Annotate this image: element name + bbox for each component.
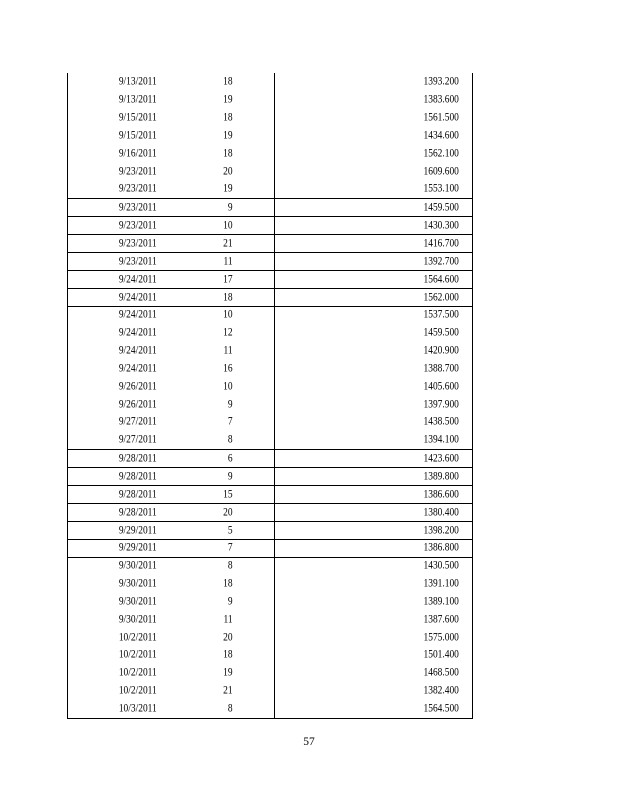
date-cell: 9/24/2011	[118, 361, 157, 374]
date-cell: 9/24/2011	[118, 326, 157, 339]
table-row	[68, 449, 472, 467]
table-row	[68, 521, 472, 539]
count-cell: 20	[223, 630, 233, 643]
date-cell: 9/15/2011	[118, 111, 157, 124]
table-row	[68, 109, 472, 127]
table-row	[68, 216, 472, 234]
table-row	[68, 324, 472, 342]
value-cell: 1438.500	[423, 415, 459, 428]
date-cell: 9/29/2011	[118, 541, 157, 554]
table-row	[68, 414, 472, 432]
count-cell: 8	[227, 433, 233, 446]
value-cell: 1405.600	[423, 379, 459, 392]
table-row	[68, 127, 472, 145]
count-cell: 9	[227, 469, 233, 482]
value-cell: 1459.500	[423, 326, 459, 339]
date-cell: 9/24/2011	[118, 290, 157, 303]
count-cell: 19	[223, 93, 233, 106]
count-cell: 18	[223, 75, 233, 88]
table-row	[68, 378, 472, 396]
date-cell: 9/24/2011	[118, 344, 157, 357]
count-cell: 6	[227, 452, 233, 465]
count-cell: 11	[223, 612, 233, 625]
count-cell: 18	[223, 111, 233, 124]
count-cell: 20	[223, 505, 233, 518]
value-cell: 1387.600	[423, 612, 459, 625]
date-cell: 9/24/2011	[118, 308, 157, 321]
table-row	[68, 647, 472, 665]
date-cell: 9/28/2011	[118, 469, 157, 482]
value-cell: 1430.500	[423, 559, 459, 572]
table-row	[68, 181, 472, 199]
count-cell: 19	[223, 666, 233, 679]
count-cell: 20	[223, 164, 233, 177]
table-row	[68, 431, 472, 449]
page-number: 57	[303, 736, 315, 748]
count-cell: 18	[223, 146, 233, 159]
count-cell: 21	[223, 237, 233, 249]
table-row	[68, 234, 472, 252]
count-cell: 21	[223, 684, 233, 697]
date-cell: 10/3/2011	[118, 702, 157, 715]
data-table	[67, 73, 473, 719]
table-row	[68, 145, 472, 163]
column-divider	[274, 73, 275, 718]
table-row	[68, 682, 472, 700]
table-row	[68, 270, 472, 288]
date-cell: 10/2/2011	[118, 648, 157, 661]
value-cell: 1394.100	[423, 433, 459, 446]
date-cell: 9/13/2011	[118, 93, 157, 106]
table-row	[68, 539, 472, 557]
count-cell: 9	[227, 397, 233, 410]
date-cell: 9/30/2011	[118, 577, 157, 590]
table-row	[68, 73, 472, 91]
value-cell: 1388.700	[423, 361, 459, 374]
table-row	[68, 593, 472, 611]
date-cell: 9/27/2011	[118, 415, 157, 428]
count-cell: 10	[223, 308, 233, 321]
value-cell: 1575.000	[423, 630, 459, 643]
count-cell: 18	[223, 648, 233, 661]
table-row	[68, 557, 472, 575]
value-cell: 1380.400	[423, 505, 459, 518]
count-cell: 7	[227, 541, 233, 554]
table-row	[68, 664, 472, 682]
value-cell: 1398.200	[423, 523, 459, 536]
count-cell: 9	[227, 201, 233, 214]
count-cell: 5	[227, 523, 233, 536]
value-cell: 1386.600	[423, 487, 459, 500]
value-cell: 1562.000	[423, 290, 459, 303]
table-row	[68, 485, 472, 503]
value-cell: 1564.600	[423, 272, 459, 285]
count-cell: 11	[223, 344, 233, 357]
count-cell: 10	[223, 379, 233, 392]
value-cell: 1434.600	[423, 128, 459, 141]
table-row	[68, 198, 472, 216]
value-cell: 1393.200	[423, 75, 459, 88]
table-row	[68, 252, 472, 270]
count-cell: 11	[223, 254, 233, 267]
table-row	[68, 700, 472, 718]
table-row	[68, 342, 472, 360]
value-cell: 1383.600	[423, 93, 459, 106]
date-cell: 9/23/2011	[118, 182, 157, 195]
date-cell: 9/27/2011	[118, 433, 157, 446]
count-cell: 19	[223, 182, 233, 195]
count-cell: 15	[223, 487, 233, 500]
count-cell: 17	[223, 272, 233, 285]
value-cell: 1537.500	[423, 308, 459, 321]
date-cell: 9/28/2011	[118, 452, 157, 465]
table-row	[68, 396, 472, 414]
date-cell: 9/26/2011	[118, 397, 157, 410]
date-cell: 9/30/2011	[118, 559, 157, 572]
count-cell: 8	[227, 702, 233, 715]
value-cell: 1386.800	[423, 541, 459, 554]
table-row	[68, 360, 472, 378]
value-cell: 1423.600	[423, 452, 459, 465]
date-cell: 9/23/2011	[118, 164, 157, 177]
table-row	[68, 467, 472, 485]
date-cell: 9/23/2011	[118, 201, 157, 214]
table-row	[68, 91, 472, 109]
value-cell: 1382.400	[423, 684, 459, 697]
date-cell: 9/23/2011	[118, 219, 157, 232]
date-cell: 9/15/2011	[118, 128, 157, 141]
value-cell: 1564.500	[423, 702, 459, 715]
value-cell: 1420.900	[423, 344, 459, 357]
value-cell: 1609.600	[423, 164, 459, 177]
date-cell: 9/23/2011	[118, 254, 157, 267]
date-cell: 9/30/2011	[118, 612, 157, 625]
date-cell: 9/30/2011	[118, 594, 157, 607]
value-cell: 1391.100	[423, 577, 459, 590]
value-cell: 1397.900	[423, 397, 459, 410]
date-cell: 9/24/2011	[118, 272, 157, 285]
value-cell: 1562.100	[423, 146, 459, 159]
value-cell: 1561.500	[423, 111, 459, 124]
date-cell: 9/26/2011	[118, 379, 157, 392]
value-cell: 1430.300	[423, 219, 459, 232]
table-row	[68, 306, 472, 324]
date-cell: 9/23/2011	[118, 237, 157, 249]
count-cell: 7	[227, 415, 233, 428]
value-cell: 1553.100	[423, 182, 459, 195]
count-cell: 16	[223, 361, 233, 374]
table-row	[68, 503, 472, 521]
count-cell: 19	[223, 128, 233, 141]
value-cell: 1501.400	[423, 648, 459, 661]
count-cell: 8	[227, 559, 233, 572]
count-cell: 9	[227, 594, 233, 607]
value-cell: 1392.700	[423, 254, 459, 267]
date-cell: 10/2/2011	[118, 630, 157, 643]
table-row	[68, 288, 472, 306]
date-cell: 10/2/2011	[118, 684, 157, 697]
count-cell: 18	[223, 290, 233, 303]
date-cell: 10/2/2011	[118, 666, 157, 679]
date-cell: 9/28/2011	[118, 505, 157, 518]
value-cell: 1389.100	[423, 594, 459, 607]
date-cell: 9/29/2011	[118, 523, 157, 536]
date-cell: 9/16/2011	[118, 146, 157, 159]
value-cell: 1416.700	[423, 237, 459, 249]
value-cell: 1389.800	[423, 469, 459, 482]
count-cell: 12	[223, 326, 233, 339]
date-cell: 9/28/2011	[118, 487, 157, 500]
count-cell: 18	[223, 577, 233, 590]
table-row	[68, 163, 472, 181]
count-cell: 10	[223, 219, 233, 232]
value-cell: 1459.500	[423, 201, 459, 214]
table-row	[68, 629, 472, 647]
value-cell: 1468.500	[423, 666, 459, 679]
table-row	[68, 611, 472, 629]
table-row	[68, 575, 472, 593]
date-cell: 9/13/2011	[118, 75, 157, 88]
